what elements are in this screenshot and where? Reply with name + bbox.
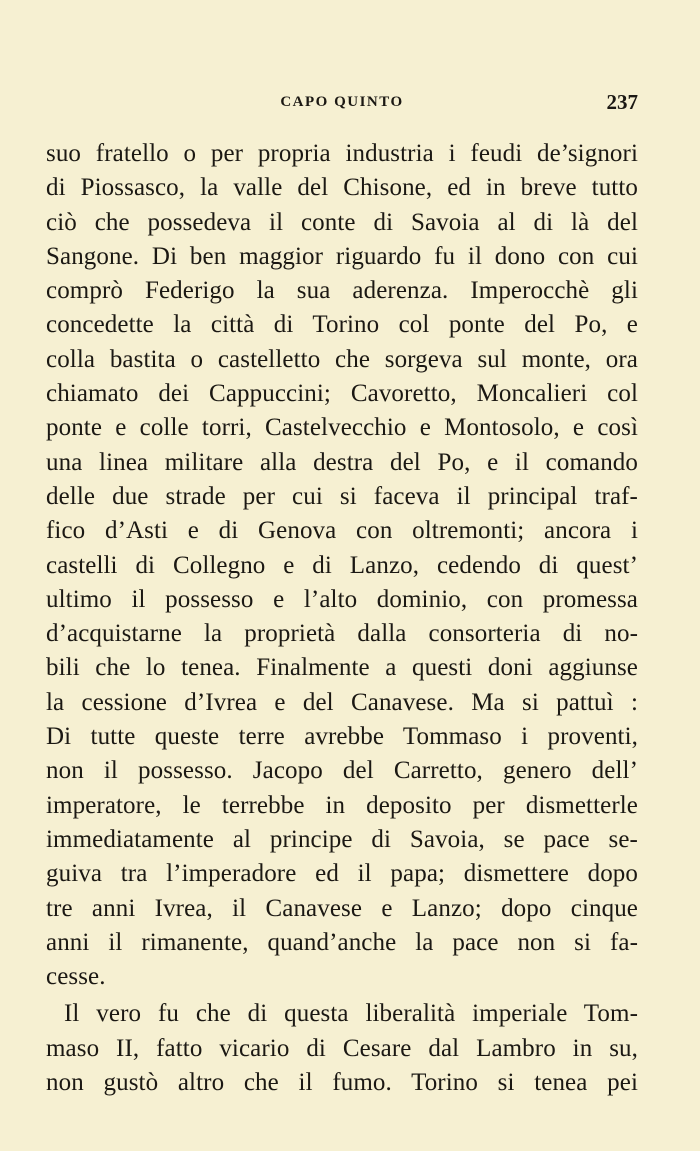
text-line: tre anni Ivrea, il Canavese e Lanzo; dopo cinque [46,894,638,922]
text-line: concedette la città di Torino col ponte del Po, e [46,311,638,339]
text-line: anni il rimanente, quand’anche la pace non si fa- [46,928,638,956]
text-line: suo fratello o per propria industria i feudi de’signori [46,140,638,167]
text-line: una linea militare alla destra del Po, e il comando [46,448,638,476]
text-line: non il possesso. Jacopo del Carretto, genero dell’ [46,757,638,785]
text-line: ponte e colle torri, Castelvecchio e Montosolo, e così [46,414,638,442]
text-line: comprò Federigo la sua aderenza. Imperocchè gli [46,277,638,305]
text-line: fico d’Asti e di Genova con oltremonti; ancora i [46,517,638,545]
paragraph [46,997,638,1100]
body-text [46,137,638,1100]
text-line: d’acquistarne la proprietà dalla consorteria di no- [46,620,638,648]
page-header [46,90,638,116]
text-line: Di tutte queste terre avrebbe Tommaso i proventi, [46,723,638,751]
text-line: non gustò altro che il fumo. Torino si tenea pei [46,1069,638,1097]
text-line: maso II, fatto vicario di Cesare dal Lambro in su, [46,1034,638,1062]
text-line: ultimo il possesso e l’alto dominio, con promessa [46,585,638,613]
text-line: di Piossasco, la valle del Chisone, ed in breve tutto [46,174,638,202]
text-line: Il vero fu che di questa liberalità imperiale Tom- [64,1000,638,1028]
text-line: bili che lo tenea. Finalmente a questi doni aggiunse [46,654,638,682]
text-line: la cessione d’Ivrea e del Canavese. Ma si pattuì : [46,688,638,716]
text-line: immediatamente al principe di Savoia, se pace se- [46,825,638,853]
text-line: cesse. [46,963,106,991]
page-number: 237 [606,90,638,114]
text-line: Sangone. Di ben maggior riguardo fu il dono con cui [46,242,638,270]
text-line: chiamato dei Cappuccini; Cavoretto, Moncalieri col [46,380,638,408]
text-line: delle due strade per cui si faceva il principal traf- [46,482,638,510]
text-line: imperatore, le terrebbe in deposito per dismetterle [46,791,638,819]
text-line: colla bastita o castelletto che sorgeva sul monte, ora [46,345,638,373]
text-line: ciò che possedeva il conte di Savoia al di là del [46,208,638,236]
text-line: guiva tra l’imperadore ed il papa; dismettere dopo [46,860,638,888]
text-line: castelli di Collegno e di Lanzo, cedendo di quest’ [46,551,638,579]
paragraph [46,137,638,994]
running-title: CAPO QUINTO [280,94,404,110]
